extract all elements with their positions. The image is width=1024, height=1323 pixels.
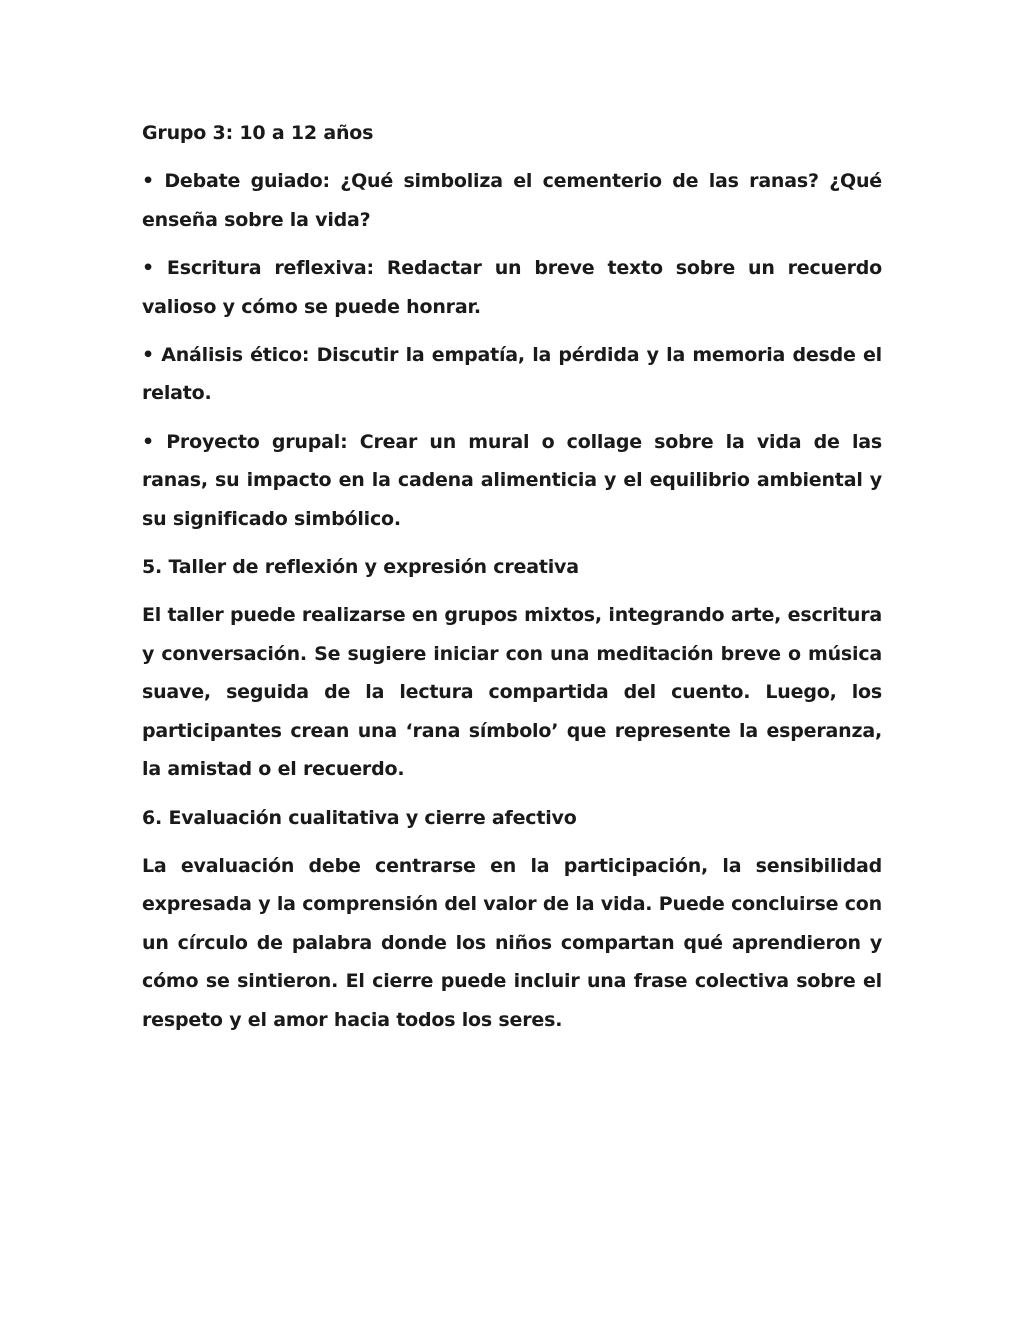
bullet-escritura-reflexiva: • Escritura reflexiva: Redactar un breve texto sobre un recuerdo valioso y cómo se puede honrar. xyxy=(142,257,882,318)
group-heading: Grupo 3: 10 a 12 años xyxy=(142,122,374,144)
section-5-body: El taller puede realizarse en grupos mixtos, integrando arte, escritura y conversación. Se sugiere iniciar con una meditación breve o música suave, seguida de la lectura compartida del cuento. Luego, los participantes crean una ‘rana símbolo’ que represente la esperanza, la amistad o el recuerdo. xyxy=(142,604,882,781)
bullet-proyecto-grupal: • Proyecto grupal: Crear un mural o collage sobre la vida de las ranas, su impacto en la cadena alimenticia y el equilibrio ambiental y su significado simbólico. xyxy=(142,430,882,530)
section-5-heading: 5. Taller de reflexión y expresión creativa xyxy=(142,556,579,579)
section-6-heading: 6. Evaluación cualitativa y cierre afectivo xyxy=(142,806,577,829)
bullet-debate-guiado: • Debate guiado: ¿Qué simboliza el cementerio de las ranas? ¿Qué enseña sobre la vida? xyxy=(142,170,882,231)
section-6-body: La evaluación debe centrarse en la participación, la sensibilidad expresada y la comprensión del valor de la vida. Puede concluirse con un círculo de palabra donde los niños compartan qué aprendieron y cómo se sintieron. El cierre puede incluir una frase colectiva sobre el respeto y el amor hacia todos los seres. xyxy=(142,854,882,1031)
bullet-analisis-etico: • Análisis ético: Discutir la empatía, la pérdida y la memoria desde el relato. xyxy=(142,344,882,405)
document-body xyxy=(142,114,882,1049)
